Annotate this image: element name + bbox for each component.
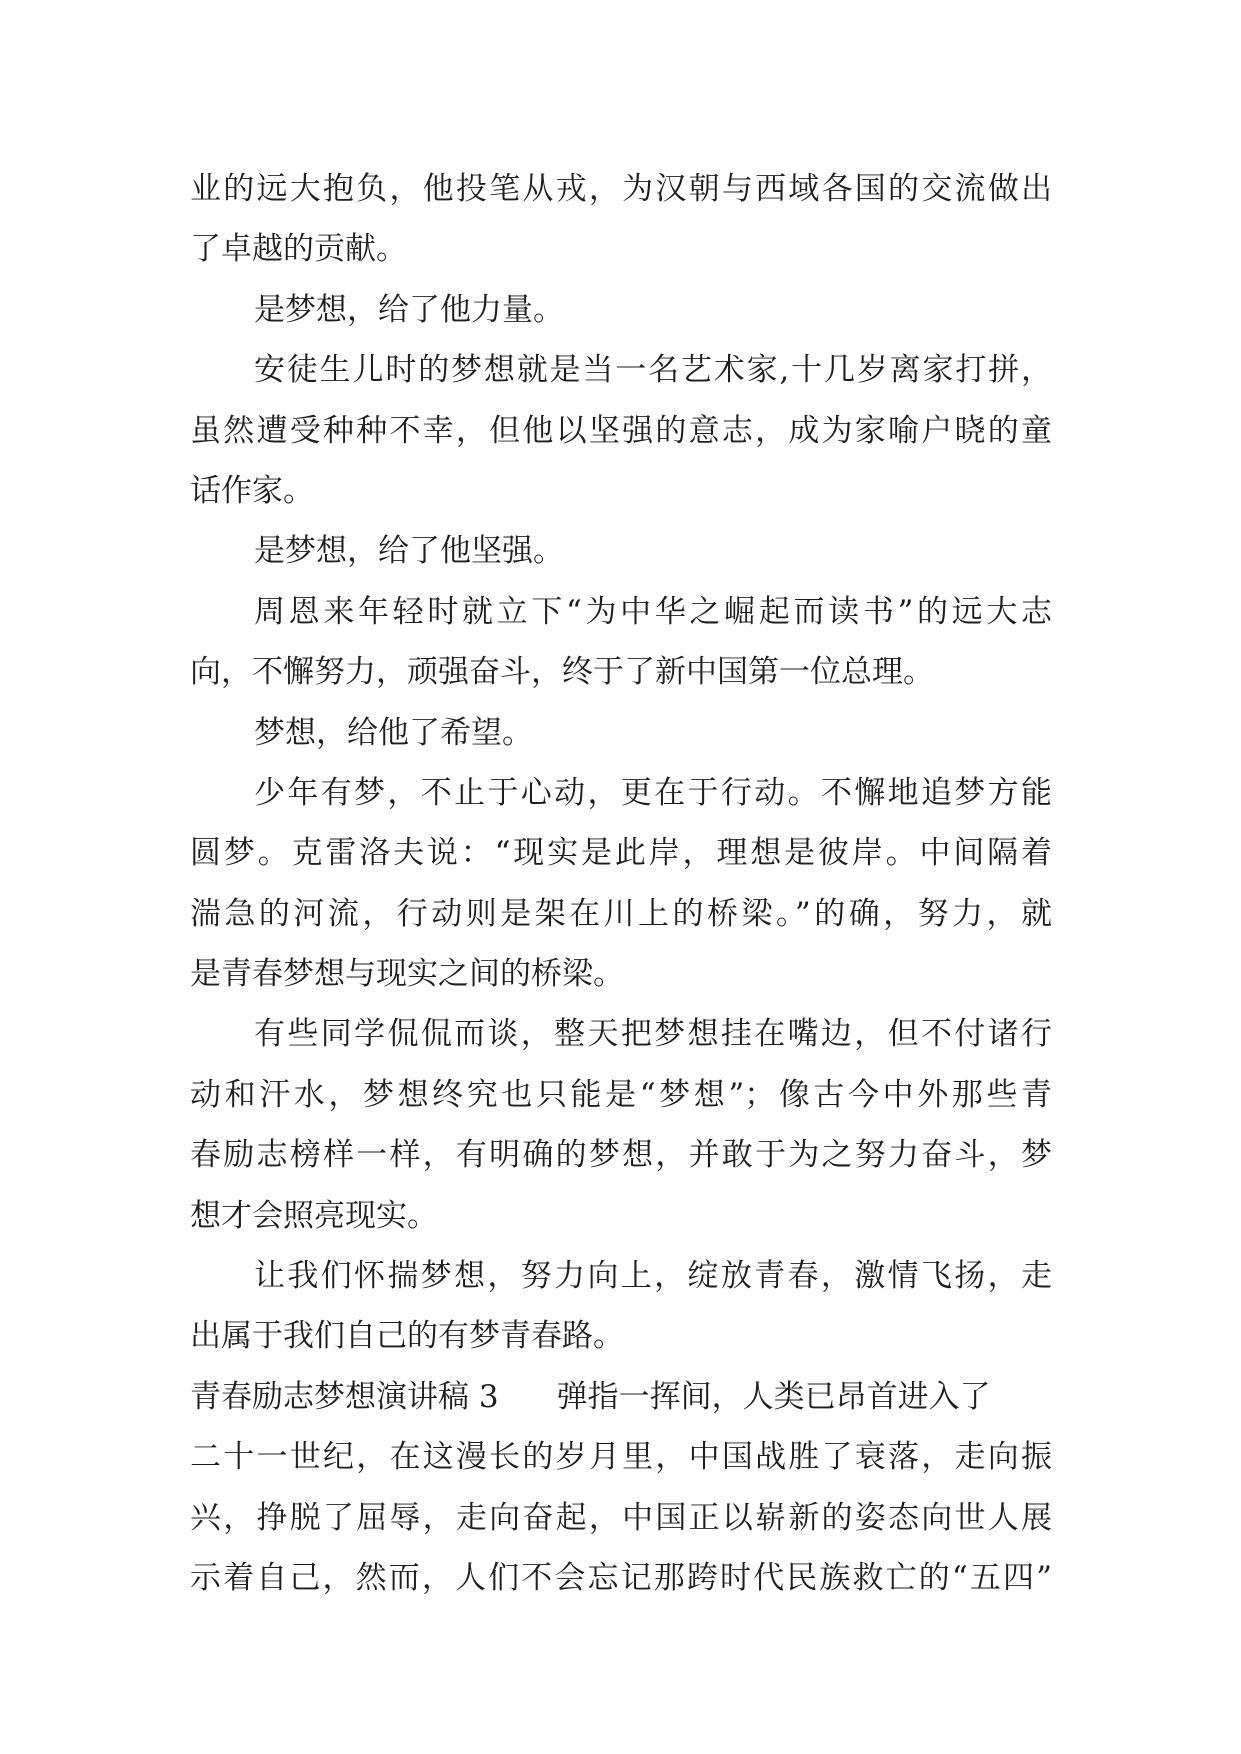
paragraph-line: 示着自己，然而，人们不会忘记那跨时代民族救亡的“五四”: [190, 1559, 1052, 1596]
paragraph-line: 想才会照亮现实。: [190, 1197, 438, 1234]
paragraph-line: 出属于我们自己的有梦青春路。: [190, 1318, 624, 1355]
paragraph-line: 周恩来年轻时就立下“为中华之崛起而读书”的远大志: [254, 593, 1052, 630]
paragraph-line: 有些同学侃侃而谈，整天把梦想挂在嘴边，但不付诸行: [254, 1016, 1052, 1053]
paragraph-line: 是梦想，给了他力量。: [254, 291, 564, 328]
paragraph-line: 二十一世纪，在这漫长的岁月里，中国战胜了衰落，走向振: [190, 1439, 1052, 1476]
document-body: [190, 159, 1052, 1608]
section-heading-line: [190, 1367, 1052, 1427]
section-first-text: 弹指一挥间，人类已昂首进入了: [556, 1378, 991, 1415]
paragraph-line: 圆梦。克雷洛夫说：“现实是此岸，理想是彼岸。中间隔着: [190, 835, 1052, 872]
paragraph-line: 春励志榜样一样，有明确的梦想，并敢于为之努力奋斗，梦: [190, 1137, 1052, 1174]
paragraph-line: 是青春梦想与现实之间的桥梁。: [190, 956, 624, 993]
paragraph-line: 话作家。: [190, 472, 314, 509]
paragraph-line: 业的远大抱负，他投笔从戎，为汉朝与西域各国的交流做出: [190, 171, 1052, 207]
paragraph-line: 了卓越的贡献。: [190, 231, 407, 268]
paragraph-line: 虽然遭受种种不幸，但他以坚强的意志，成为家喻户晓的童: [190, 412, 1052, 449]
paragraph-line: 兴，挣脱了屈辱，走向奋起，中国正以崭新的姿态向世人展: [190, 1499, 1052, 1536]
paragraph-line: 湍急的河流，行动则是架在川上的桥梁。”的确，努力，就: [190, 895, 1052, 932]
paragraph-line: 少年有梦，不止于心动，更在于行动。不懈地追梦方能: [254, 774, 1052, 811]
paragraph-line: 让我们怀揣梦想，努力向上，绽放青春，激情飞扬，走: [254, 1258, 1052, 1295]
section-title: 青春励志梦想演讲稿 3: [190, 1378, 499, 1415]
paragraph-line: 向，不懈努力，顽强奋斗，终于了新中国第一位总理。: [190, 654, 934, 691]
paragraph-line: 是梦想，给了他坚强。: [254, 533, 564, 570]
paragraph-line: 安徒生儿时的梦想就是当一名艺术家,十几岁离家打拼，: [254, 352, 1052, 389]
paragraph-line: 梦想，给他了希望。: [254, 714, 533, 751]
paragraph-line: 动和汗水，梦想终究也只能是“梦想”；像古今中外那些青: [190, 1076, 1052, 1113]
